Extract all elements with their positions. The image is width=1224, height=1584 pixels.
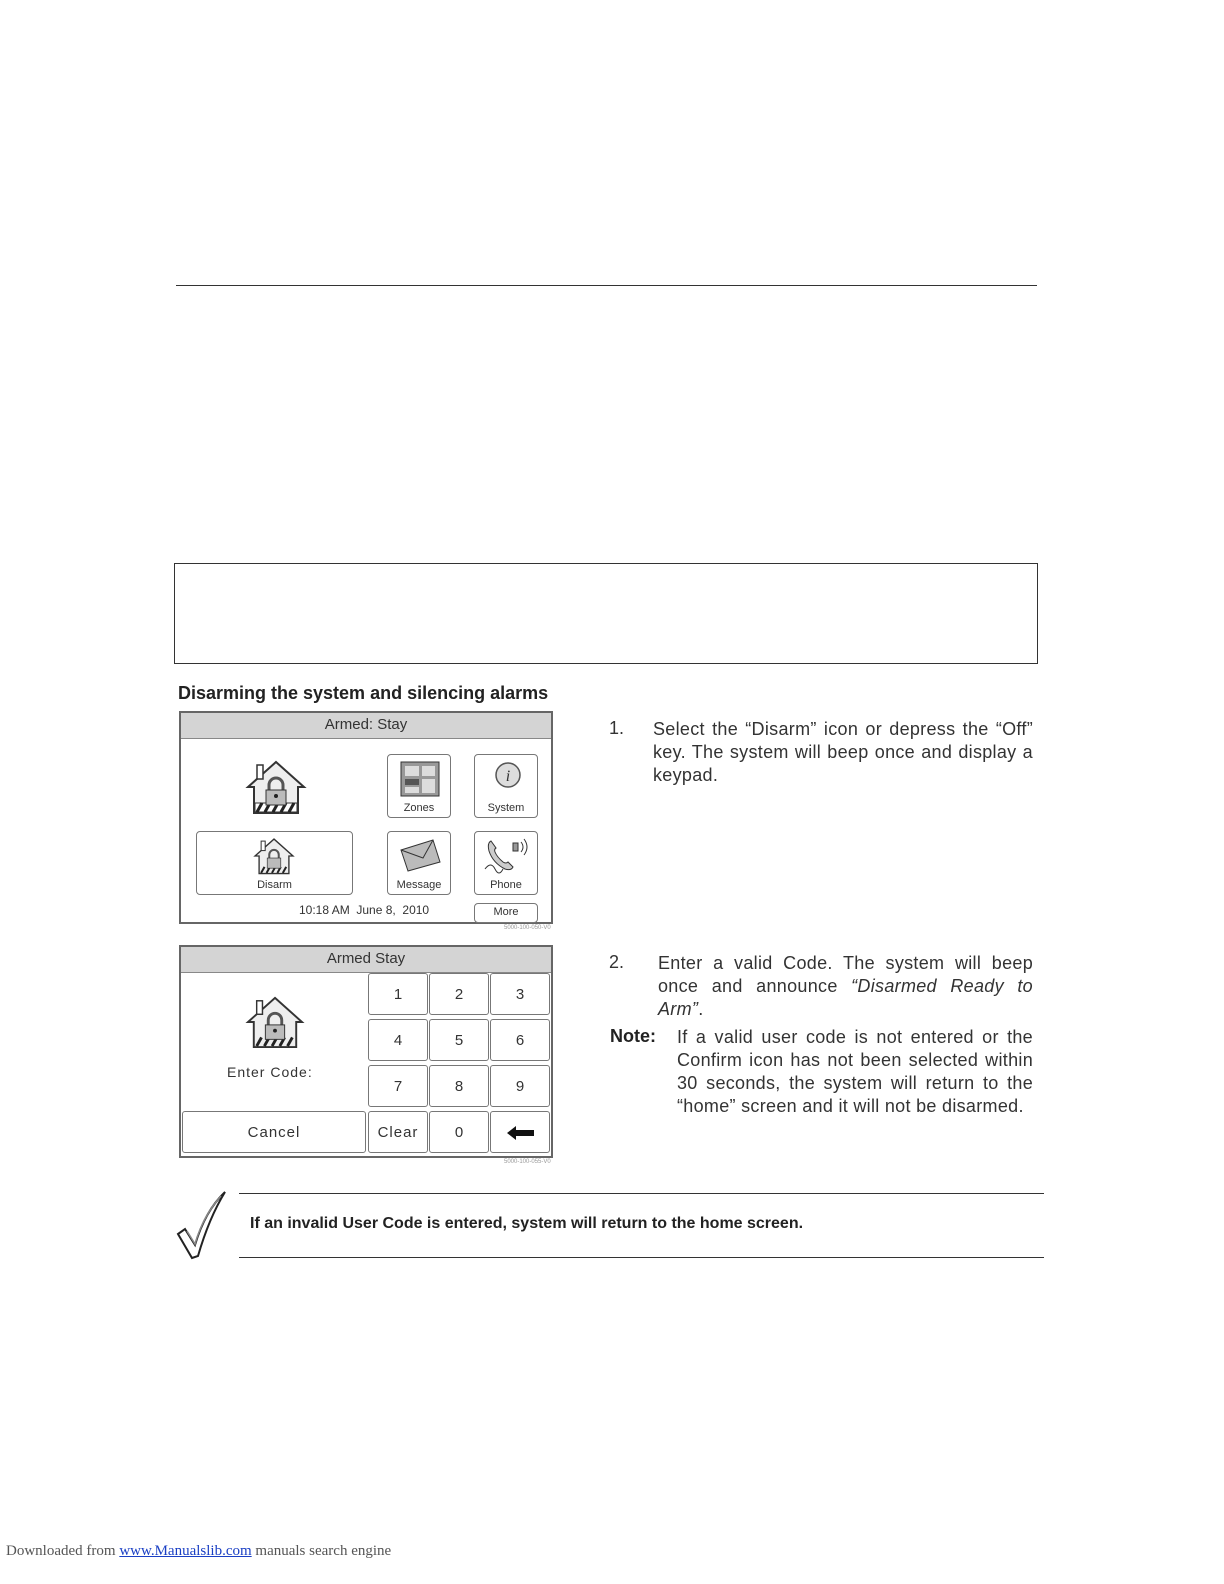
footer-suffix: manuals search engine	[251, 1543, 392, 1559]
step-1-number: 1.	[609, 718, 625, 738]
note-text: If a valid user code is not entered or the Confirm icon has not been selected within 30 seconds, the system will return to the “home” screen and it will not be disarmed.	[677, 1027, 1033, 1116]
svg-text:i: i	[505, 768, 511, 785]
clear-button[interactable]: Clear	[368, 1111, 428, 1153]
step-1-text: Select the “Disarm” icon or depress the “Off” key. The system will beep once and display a keypad.	[653, 719, 1033, 785]
step-2-text-main: Enter a valid Code. The system will beep once and announce	[658, 953, 1033, 996]
note-label: Note:	[610, 1026, 656, 1046]
key-6[interactable]: 6	[490, 1019, 550, 1061]
keypad-screen-figure	[179, 945, 553, 1158]
cancel-button[interactable]: Cancel	[182, 1111, 366, 1153]
tip-bottom-rule	[239, 1257, 1044, 1258]
info-icon	[494, 761, 522, 789]
step-2-text	[658, 952, 1033, 1021]
section-heading: Disarming the system and silencing alarms	[178, 683, 549, 703]
key-3[interactable]: 3	[490, 973, 550, 1015]
disarm-label: Disarm	[257, 879, 292, 891]
manualslib-link[interactable]: www.Manualslib.com	[119, 1543, 252, 1559]
key-0[interactable]: 0	[429, 1111, 489, 1153]
step-2-number: 2.	[609, 952, 625, 972]
system-label: System	[487, 802, 525, 814]
key-8[interactable]: 8	[429, 1065, 489, 1107]
header-rule	[176, 285, 1037, 286]
armed-status-bar: Armed: Stay	[181, 713, 551, 739]
download-footer	[6, 1543, 391, 1560]
zones-label: Zones	[403, 802, 435, 814]
message-button[interactable]	[387, 831, 451, 895]
system-button[interactable]	[474, 754, 538, 818]
key-9[interactable]: 9	[490, 1065, 550, 1107]
enter-code-label: Enter Code:	[227, 1064, 313, 1080]
footer-prefix: Downloaded from	[6, 1543, 120, 1559]
phone-button[interactable]	[474, 831, 538, 895]
phone-icon	[483, 835, 529, 875]
disarm-button[interactable]	[196, 831, 353, 895]
key-4[interactable]: 4	[368, 1019, 428, 1061]
zones-icon	[399, 760, 441, 798]
step-2-text-end: .	[698, 999, 704, 1019]
figure-id-2: 5000-100-055-V0	[504, 1159, 551, 1165]
date-time: 10:18 AM June 8, 2010	[299, 903, 430, 917]
backspace-button[interactable]	[490, 1111, 550, 1153]
zones-button[interactable]	[387, 754, 451, 818]
message-label: Message	[396, 879, 442, 891]
disarm-house-icon	[253, 836, 295, 876]
backspace-arrow-icon	[507, 1126, 535, 1140]
key-2[interactable]: 2	[429, 973, 489, 1015]
house-lock-icon-2	[245, 995, 305, 1049]
home-screen-figure	[179, 711, 553, 924]
checkmark-icon	[174, 1190, 228, 1260]
key-7[interactable]: 7	[368, 1065, 428, 1107]
tip-text: If an invalid User Code is entered, system will return to the home screen.	[250, 1215, 804, 1232]
key-1[interactable]: 1	[368, 973, 428, 1015]
figure-id-1: 5000-100-050-V0	[504, 925, 551, 931]
envelope-icon	[397, 838, 443, 872]
house-lock-icon	[245, 759, 307, 815]
more-button[interactable]	[474, 903, 538, 923]
tip-top-rule	[239, 1193, 1044, 1194]
warning-box	[174, 563, 1038, 664]
armed-status-bar-2: Armed Stay	[181, 947, 551, 973]
key-5[interactable]: 5	[429, 1019, 489, 1061]
step-2-announcement: “Disarmed Ready to Arm”	[658, 976, 1033, 1019]
phone-label: Phone	[490, 879, 522, 891]
more-label: More	[493, 906, 519, 918]
